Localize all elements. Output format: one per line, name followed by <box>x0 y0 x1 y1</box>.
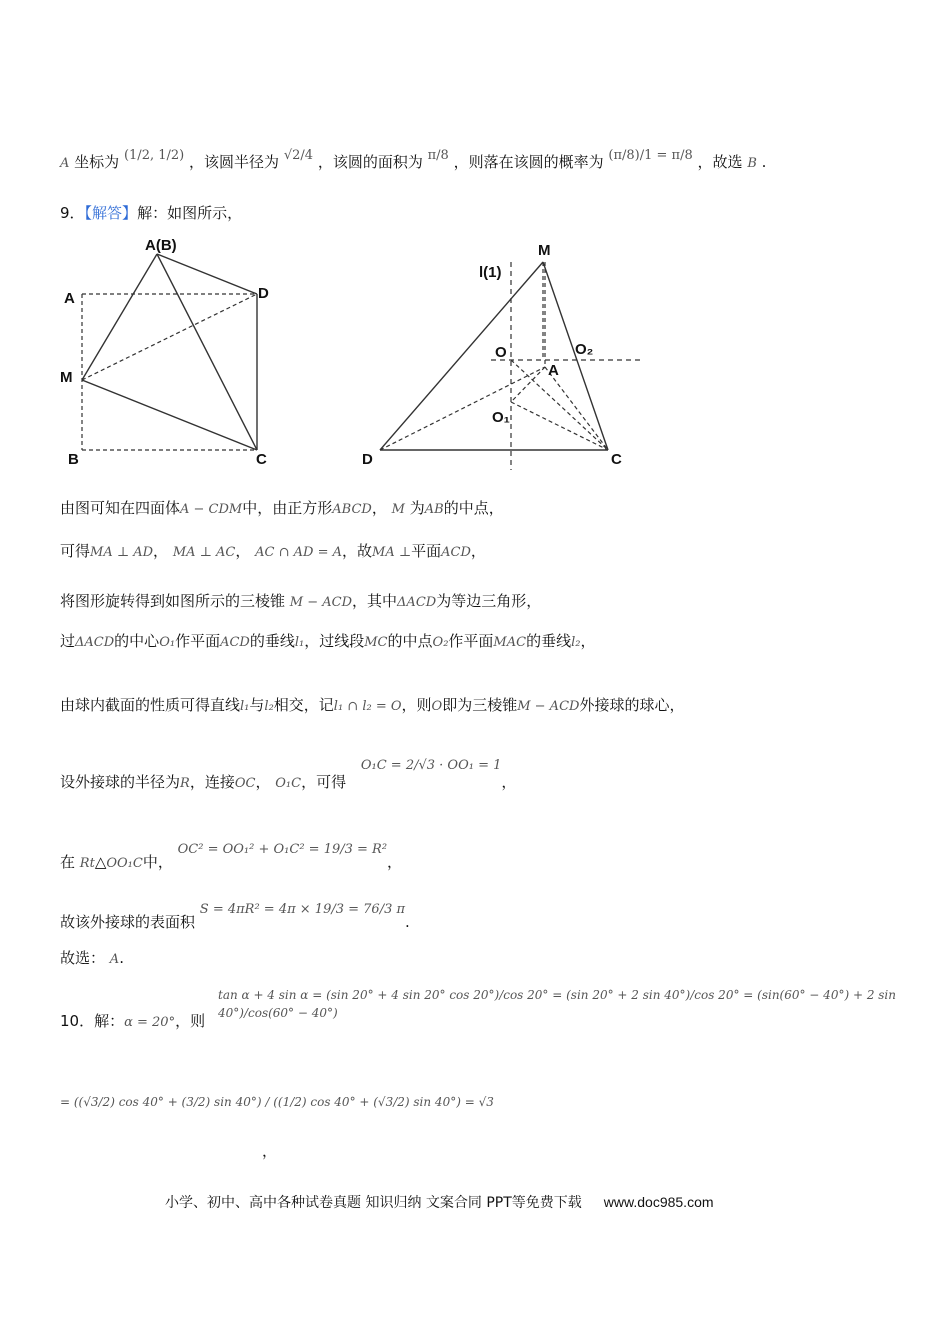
radius: √2/4 <box>283 148 314 163</box>
point-a: A <box>60 156 70 171</box>
answer-8-line: A 坐标为 (1/2, 1/2) ，该圆半径为 √2/4 ，该圆的面积为 π/8 ，则落在该圆的概率为 (π/8)/1 = π/8 ，故选 B . <box>60 148 767 171</box>
label-m2: M <box>538 242 551 259</box>
label-c2: C <box>611 451 622 468</box>
question-9-header: 9．【解答】解：如图所示， <box>60 204 243 222</box>
solution-line-1: 由图可知在四面体A − CDM中，由正方形ABCD， M 为AB的中点， <box>60 499 504 517</box>
question-10-line: 10．解：α = 20°，则 <box>60 1012 206 1030</box>
pythagoras-equation: OC² = OO₁² + O₁C² = 19/3 = R² <box>177 842 388 857</box>
solution-line-2: 可得MA ⊥ AD， MA ⊥ AC， AC ∩ AD = A，故MA ⊥平面ACD， <box>60 542 486 560</box>
solution-line-4: 过ΔACD的中心O₁作平面ACD的垂线l₁，过线段MC的中点O₂作平面MAC的垂线l₂， <box>60 632 596 650</box>
label-ab: A(B) <box>145 237 177 254</box>
answer-tag: 【解答】 <box>84 204 138 222</box>
label-m: M <box>60 369 73 386</box>
label-c: C <box>256 451 267 468</box>
label-d: D <box>258 285 269 302</box>
solution-line-5: 由球内截面的性质可得直线l₁与l₂相交，记l₁ ∩ l₂ = O，则O即为三棱锥M − ACD外接球的球心， <box>60 696 685 714</box>
figure-square <box>55 232 295 472</box>
probability: (π/8)/1 = π/8 <box>608 148 693 163</box>
figure-pyramid <box>355 232 655 477</box>
label-o: O <box>495 344 507 361</box>
solution-line-8: 故该外接球的表面积 S = 4πR² = 4π × 19/3 = 76/3 π. <box>60 902 410 931</box>
label-a: A <box>64 290 75 307</box>
footer-url[interactable]: www.doc985.com <box>603 1194 714 1210</box>
equation-2: = ((√3/2) cos 40° + (3/2) sin 40°) / ((1/2) cos 40° + (√3/2) sin 40°) = √3 <box>60 1095 494 1109</box>
coordinate: (1/2, 1/2) <box>123 148 185 163</box>
label-d2: D <box>362 451 373 468</box>
label-l1: l(1) <box>479 264 502 281</box>
label-b: B <box>68 451 79 468</box>
solution-line-9: 故选： A. <box>60 949 124 967</box>
page-footer: 小学、初中、高中各种试卷真题 知识归纳 文案合同 PPT等免费下载 www.doc985.com <box>165 1194 714 1211</box>
label-a2: A <box>548 362 559 379</box>
o1c-equation: O₁C = 2/√3 · OO₁ = 1 <box>360 758 502 773</box>
choice: B <box>747 156 757 171</box>
equation-1: tan α + 4 sin α = (sin 20° + 4 sin 20° cos 20°)/cos 20° = (sin 20° + 2 sin 40°)/cos 20° = (sin(60° − 40°) + 2 sin 40°)/cos(60° − 40°) <box>218 988 896 1020</box>
solution-line-3: 将图形旋转得到如图所示的三棱锥 M − ACD，其中ΔACD为等边三角形， <box>60 592 542 610</box>
solution-line-7: 在 Rt△OO₁C中， OC² = OO₁² + O₁C² = 19/3 = R²， <box>60 842 403 871</box>
area: π/8 <box>427 148 449 163</box>
solution-line-6: 设外接球的半径为R，连接OC， O₁C，可得 O₁C = 2/√3 · OO₁ = 1， <box>60 758 517 791</box>
surface-area-equation: S = 4πR² = 4π × 19/3 = 76/3 π <box>199 902 406 917</box>
label-o1: O₁ <box>492 409 510 426</box>
trailing-comma: ， <box>262 1142 278 1160</box>
label-o2: O₂ <box>575 341 594 358</box>
